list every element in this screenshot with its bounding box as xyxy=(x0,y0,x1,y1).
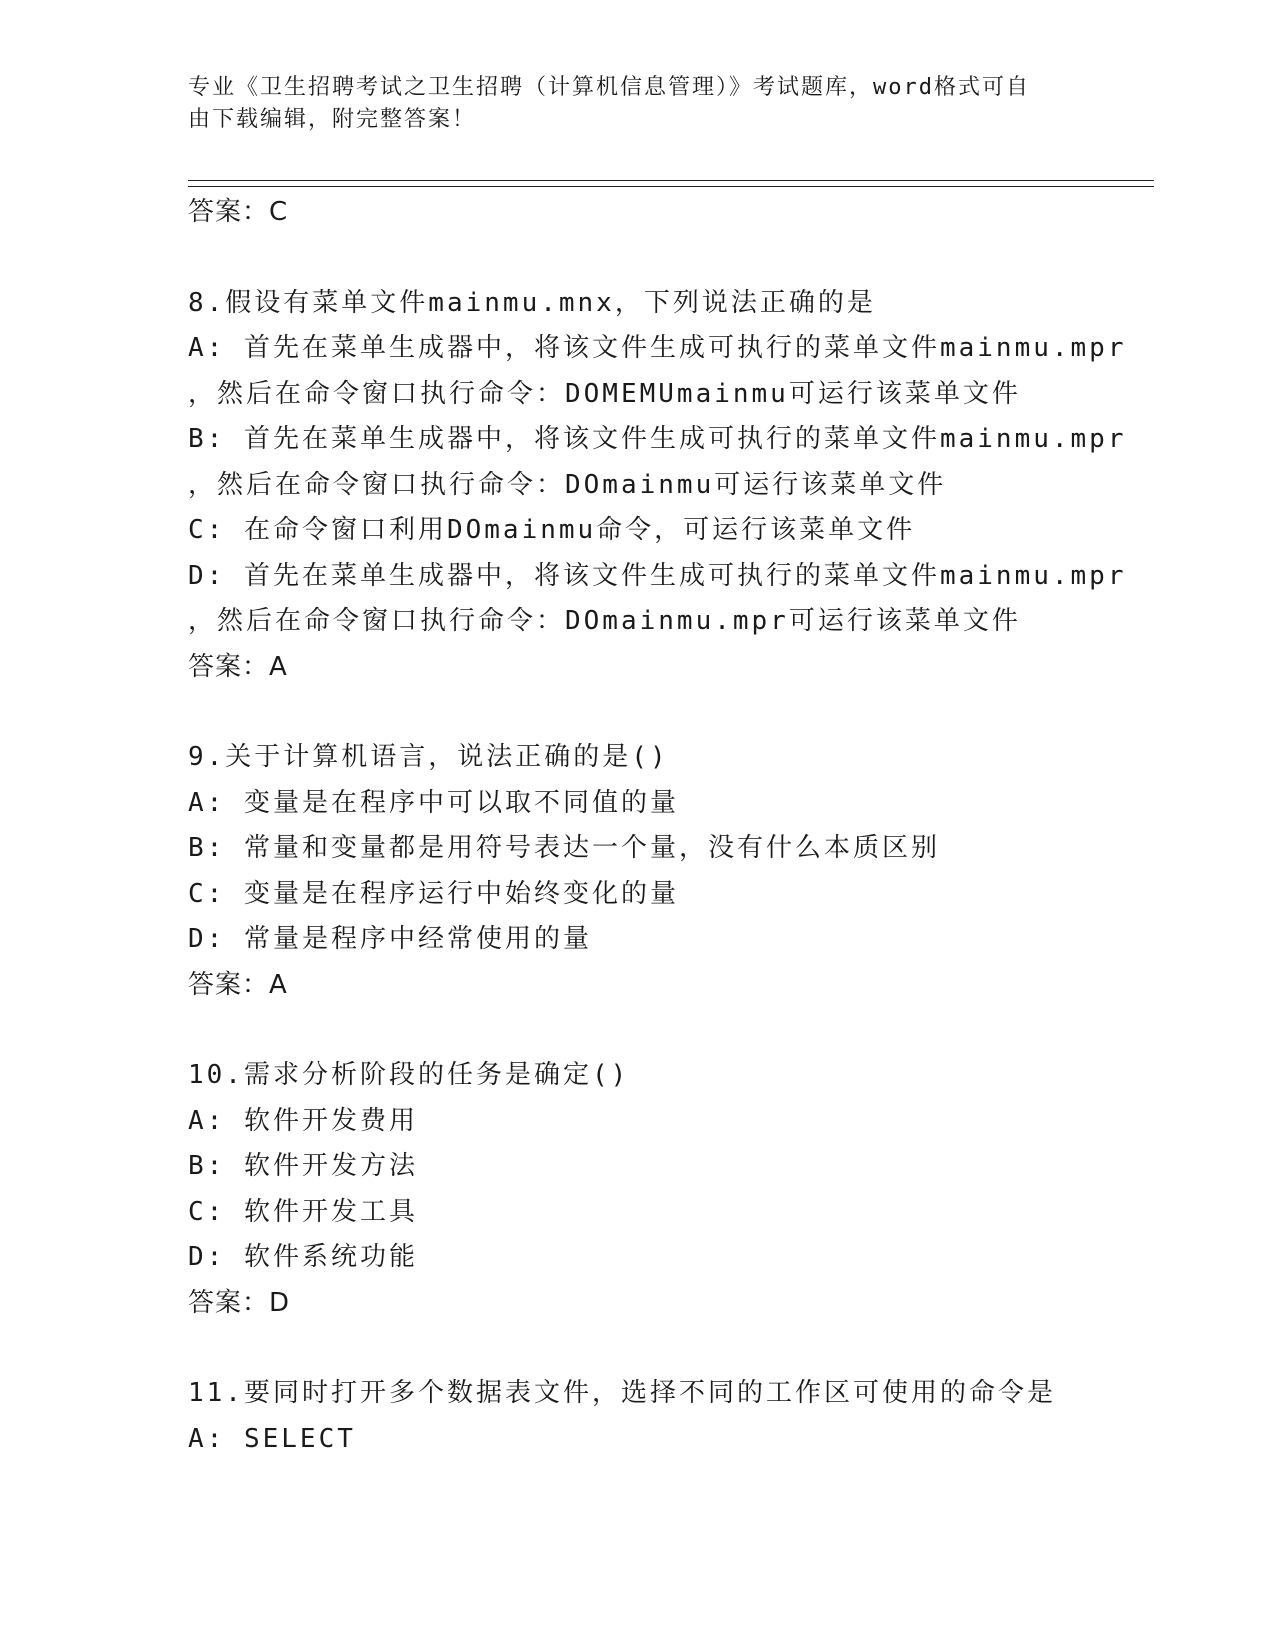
question-10-option-b: B: 软件开发方法 xyxy=(188,1151,418,1181)
header-divider-bottom xyxy=(188,186,1154,187)
question-10-text: 10.需求分析阶段的任务是确定() xyxy=(188,1060,630,1090)
header-line-1: 专业《卫生招聘考试之卫生招聘（计算机信息管理）》考试题库，word格式可自 xyxy=(188,75,1030,100)
document-header xyxy=(188,72,1088,136)
question-8-option-b-line-2: ，然后在命令窗口执行命令：DOmainmu可运行该菜单文件 xyxy=(188,469,947,500)
question-8-option-a-line-2: ，然后在命令窗口执行命令：DOMEMUmainmu可运行该菜单文件 xyxy=(188,378,1021,409)
question-10-option-d: D: 软件系统功能 xyxy=(188,1242,418,1272)
question-9-option-c: C: 变量是在程序运行中始终变化的量 xyxy=(188,878,679,909)
question-10-answer: 答案：D xyxy=(188,1287,291,1318)
question-10-option-c: C: 软件开发工具 xyxy=(188,1196,418,1227)
question-8 xyxy=(188,281,1148,691)
question-8-option-c: C: 在命令窗口利用DOmainmu命令，可运行该菜单文件 xyxy=(188,515,916,545)
header-line-2: 由下载编辑，附完整答案！ xyxy=(188,107,477,132)
question-8-answer: 答案：A xyxy=(188,651,288,682)
header-divider-top xyxy=(188,180,1154,181)
question-9 xyxy=(188,735,1148,1008)
question-9-option-d: D: 常量是程序中经常使用的量 xyxy=(188,924,592,954)
question-11-text: 11.要同时打开多个数据表文件，选择不同的工作区可使用的命令是 xyxy=(188,1378,1056,1408)
question-10-option-a: A: 软件开发费用 xyxy=(188,1105,418,1136)
question-8-text: 8.假设有菜单文件mainmu.mnx，下列说法正确的是 xyxy=(188,287,876,318)
question-9-option-b: B: 常量和变量都是用符号表达一个量，没有什么本质区别 xyxy=(188,833,940,863)
question-8-option-a-line-1: A: 首先在菜单生成器中，将该文件生成可执行的菜单文件mainmu.mpr xyxy=(188,333,1127,363)
question-8-option-d-line-1: D: 首先在菜单生成器中，将该文件生成可执行的菜单文件mainmu.mpr xyxy=(188,560,1127,591)
answer-previous: 答案：C xyxy=(188,197,289,227)
question-9-text: 9.关于计算机语言，说法正确的是() xyxy=(188,742,669,772)
question-11-option-a: A: SELECT xyxy=(188,1423,356,1454)
question-10 xyxy=(188,1053,1148,1326)
question-8-option-d-line-2: ，然后在命令窗口执行命令：DOmainmu.mpr可运行该菜单文件 xyxy=(188,606,1021,636)
question-9-option-a: A: 变量是在程序中可以取不同值的量 xyxy=(188,787,679,818)
question-8-option-b-line-1: B: 首先在菜单生成器中，将该文件生成可执行的菜单文件mainmu.mpr xyxy=(188,424,1127,454)
question-11 xyxy=(188,1371,1148,1462)
document-body xyxy=(188,190,1148,1462)
question-9-answer: 答案：A xyxy=(188,969,288,1000)
